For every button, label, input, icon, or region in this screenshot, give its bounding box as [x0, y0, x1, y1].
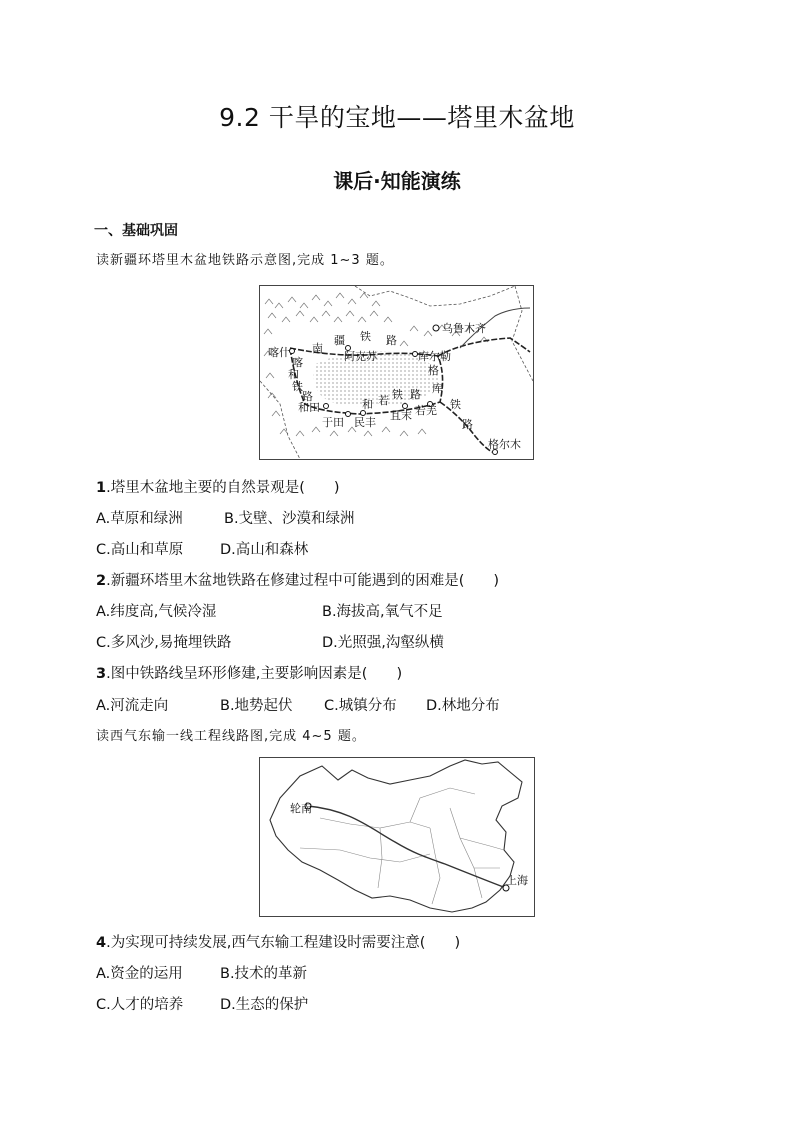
question-text: .为实现可持续发展,西气东输工程建设时需要注意( ) [106, 935, 461, 951]
question-number: 4 [96, 935, 107, 951]
option-c[interactable]: C.城镇分布 [324, 698, 397, 714]
border-line [355, 286, 515, 306]
page-subtitle: 课后·知能演练 [333, 169, 461, 193]
gas-pipeline [308, 806, 506, 888]
question-4-options-row-1 [96, 962, 307, 983]
rail-char: 路 [302, 390, 313, 403]
option-d[interactable]: D.高山和森林 [220, 542, 309, 558]
question-number: 1 [96, 480, 107, 496]
china-map-svg [260, 758, 534, 916]
label-hotan: 和田 [298, 401, 320, 414]
question-text: .新疆环塔里木盆地铁路在修建过程中可能遇到的困难是( ) [106, 573, 500, 589]
option-c[interactable]: C.高山和草原 [96, 542, 184, 558]
rail-char: 路 [462, 418, 473, 431]
rail-char: 疆 [334, 334, 345, 347]
option-c[interactable]: C.多风沙,易掩埋铁路 [96, 635, 232, 651]
question-2-options-row-1 [96, 600, 443, 621]
rail-char: 铁 [450, 398, 461, 411]
label-minfeng: 民丰 [354, 416, 376, 429]
label-kashgar: 喀什 [268, 346, 290, 359]
question-1-options-row-1 [96, 507, 355, 528]
question-4-options-row-2 [96, 993, 308, 1014]
label-urumqi: 乌鲁木齐 [442, 322, 486, 335]
label-ruoqiang: 若羌 [415, 404, 437, 417]
china-outline [270, 760, 522, 912]
rail-char: 格 [428, 364, 439, 377]
rail-char: 喀 [292, 356, 303, 369]
question-2-options-row-2 [96, 631, 444, 652]
intro-text-1: 读新疆环塔里木盆地铁路示意图,完成 1~3 题。 [96, 253, 394, 268]
rail-char: 铁 [360, 330, 371, 343]
west-east-gas-map [259, 757, 535, 917]
rail-char: 路 [386, 334, 397, 347]
rail-char: 库 [432, 382, 443, 395]
option-d[interactable]: D.生态的保护 [220, 997, 309, 1013]
question-text: .图中铁路线呈环形修建,主要影响因素是( ) [106, 666, 403, 682]
option-d[interactable]: D.林地分布 [426, 698, 500, 714]
rail-char: 和 [288, 368, 299, 381]
option-d[interactable]: D.光照强,沟壑纵横 [322, 635, 444, 651]
option-a[interactable]: A.资金的运用 [96, 966, 183, 982]
border-line-east [512, 286, 533, 381]
rail-char: 铁 [392, 388, 403, 401]
label-qiemo: 且末 [390, 409, 412, 422]
question-number: 2 [96, 573, 107, 589]
tarim-railway-map [259, 285, 534, 460]
option-a[interactable]: A.纬度高,气候冷湿 [96, 604, 217, 620]
question-1 [96, 476, 340, 497]
question-2 [96, 569, 499, 590]
rail-char: 和 [362, 398, 373, 411]
section-heading: 一、基础巩固 [94, 223, 178, 239]
tarim-map-svg [260, 286, 533, 459]
question-3-options [96, 694, 500, 715]
question-1-options-row-2 [96, 538, 308, 559]
railway-north [438, 338, 530, 356]
option-a[interactable]: A.河流走向 [96, 698, 169, 714]
page-title: 9.2 干旱的宝地——塔里木盆地 [219, 103, 575, 132]
option-a[interactable]: A.草原和绿洲 [96, 511, 183, 527]
label-lunnan: 轮南 [290, 802, 312, 815]
label-yutian: 于田 [322, 416, 344, 429]
rail-char: 铁 [292, 380, 303, 393]
option-c[interactable]: C.人才的培养 [96, 997, 184, 1013]
option-b[interactable]: B.地势起伏 [220, 698, 293, 714]
question-number: 3 [96, 666, 107, 682]
label-aksu: 阿克苏 [344, 350, 377, 363]
question-text: .塔里木盆地主要的自然景观是( ) [106, 480, 340, 496]
intro-text-2: 读西气东输一线工程线路图,完成 4~5 题。 [96, 729, 366, 744]
question-3 [96, 662, 402, 683]
rail-char: 南 [312, 342, 323, 355]
option-b[interactable]: B.戈壁、沙漠和绿洲 [224, 511, 355, 527]
rail-char: 若 [378, 394, 389, 407]
option-b[interactable]: B.海拔高,氧气不足 [322, 604, 443, 620]
label-korla: 库尔勒 [418, 350, 451, 363]
rail-char: 路 [410, 388, 421, 401]
label-golmud: 格尔木 [488, 438, 521, 451]
question-4 [96, 931, 460, 952]
option-b[interactable]: B.技术的革新 [220, 966, 308, 982]
label-shanghai: 上海 [506, 874, 528, 887]
